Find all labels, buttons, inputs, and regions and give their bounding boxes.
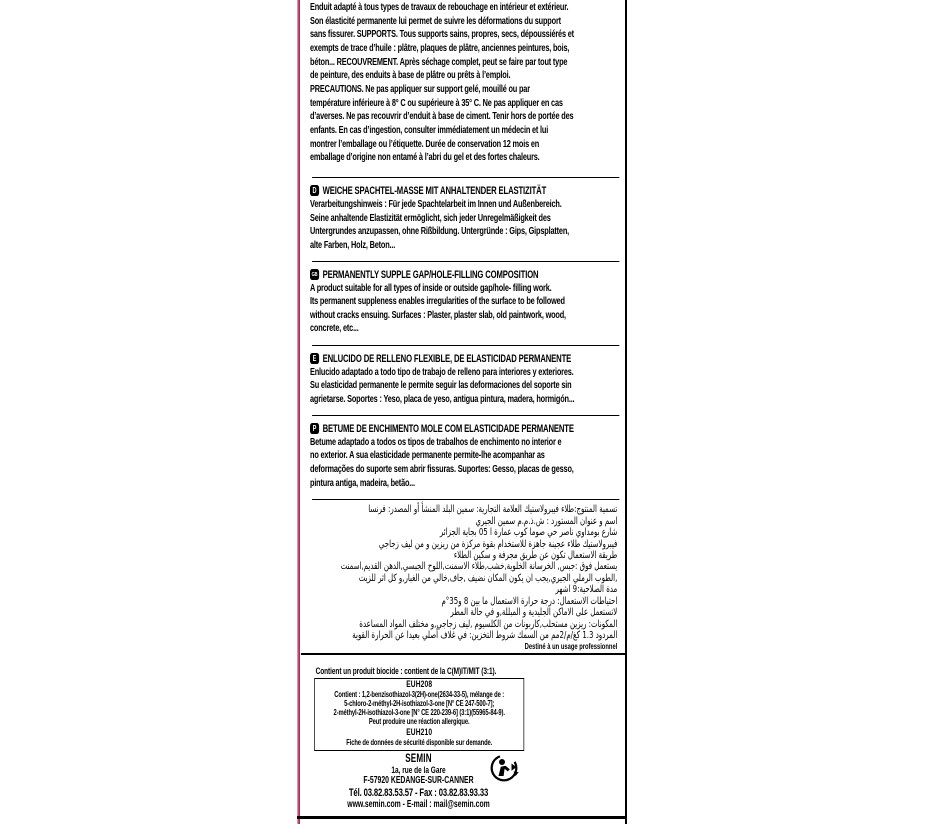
arabic-text-line: يستعمل فوق :جبس, الخرسانة الخلوية,خشب,طلاء الاسمنت,اللوح الجبسي,الدهن القديم,اسمنت <box>340 561 618 573</box>
euh208-body <box>317 690 521 727</box>
portuguese-text-line: Betume adaptado a todos os tipos de trabalhos de enchimento no interior e <box>310 435 562 448</box>
arabic-text-line: شارع بومداوي ناصر حي صوما كوب عمارة ا 05 بجاية الجزائر <box>439 527 618 539</box>
spanish-title-text: ENLUCIDO DE RELLENO FLEXIBLE, DE ELASTICIDAD PERMANENTE <box>322 352 572 365</box>
arabic-text-line: فيبرولاستيك طلاء عجينة جاهزة للاستخدام بقوة مركزة من ريزين و من ليف زجاجي <box>378 538 618 550</box>
arabic-text-line: لاتستعمل على الاماكن الجليدية و المبللة,و في حالة المطر <box>450 607 618 619</box>
section-title-portuguese <box>310 422 622 436</box>
section-portuguese <box>310 422 622 491</box>
french-text-line: montrer l’emballage ou l’étiquette. Durée de conservation 12 mois en <box>310 137 540 150</box>
arabic-text-line: احتياطات الاستعمال: درجة حرارة الاستعمال ما بين 8 و35°م <box>441 595 618 607</box>
phone-fax-line: Tél. 03.82.83.53.57 - Fax : 03.82.83.93.33 <box>348 786 489 799</box>
portuguese-text-line: no exterior. A sua elasticidade permanente permite-lhe acompanhar as <box>310 449 545 462</box>
french-text-line: exempts de trace d’huile : plâtre, plaques de plâtre, anciennes peintures, bois, <box>310 41 570 54</box>
portuguese-body <box>310 436 622 491</box>
french-text-line: PRECAUTIONS. Ne pas appliquer sur support gelé, mouillé ou par <box>310 82 530 95</box>
german-body <box>310 198 622 253</box>
section-english <box>310 268 622 337</box>
euh208-code: EUH208 <box>406 678 433 690</box>
french-text-line: béton... RECOUVREMENT. Après séchage complet, peut se faire par tout type <box>310 55 568 68</box>
country-badge-de-icon: D <box>310 185 319 196</box>
euh208-text-line: 5-chloro-2-méthyl-2H-isothiazol-3-one [N° CE 247-500-7]; <box>344 697 495 708</box>
product-label <box>297 0 627 824</box>
section-divider <box>312 177 619 178</box>
spanish-text-line: Enlucido adaptado a todo tipo de trabajo de relleno para interiores y exteriores. <box>310 365 574 378</box>
country-badge-pt-icon: P <box>310 423 319 434</box>
french-text-line: de peinture, des enduits à base de plâtre ou prêts à l’emploi. <box>310 69 511 82</box>
section-german <box>310 184 622 253</box>
spanish-text-line: agrietarse. Soportes : Yeso, placa de yeso, antigua pintura, madera, hormigón... <box>310 392 575 405</box>
english-text-line: without cracks ensuing. Surfaces : Plaster, plaster slab, old paintwork, wood, <box>310 308 566 321</box>
german-text-line: Untergrundes anzupassen, ohne Rißbildung. Untergründe : Gips, Gipsplatten, <box>310 225 570 238</box>
arabic-text-line: المردود 1.3 كغ/م/2مم من السمك شروط التخزين: في غلاف أصلي بعيدا عن الحرارة القوية <box>352 630 618 642</box>
english-text-line: concrete, etc... <box>310 322 359 335</box>
euh-hazard-box <box>314 678 524 751</box>
german-text-line: Verarbeitungshinweis : Für jede Spachtelarbeit im Innen und Außenbereich. <box>310 197 562 210</box>
label-bottom-border <box>297 816 627 819</box>
portuguese-title-text: BETUME DE ENCHIMENTO MOLE COM ELASTICIDADE PERMANENTE <box>322 422 574 435</box>
euh208-text-line: Peut produire une réaction allergique. <box>368 716 470 727</box>
arabic-text-line: تسمية المنتوج:طلاء فيبرولاستيك العلامة التجارية: سمين البلد المنشأ أو المصدر: فرنسا <box>368 504 618 516</box>
english-text-line: A product suitable for all types of inside or outside gap/hole- filling work. <box>310 281 552 294</box>
section-title-english <box>310 268 622 282</box>
country-badge-gb-icon: GB <box>310 269 319 280</box>
arabic-text-line: ,الطوب الرملي الجيري,يجب ان يكون المكان نضيف ,جاف,خالي من الغبار,و كل اثر للزيت <box>358 572 618 584</box>
company-name: SEMIN <box>405 752 432 765</box>
spanish-body <box>310 366 622 407</box>
country-badge-es-icon: E <box>310 353 319 364</box>
english-body <box>310 282 622 337</box>
french-text-line: enfants. En cas d’ingestion, consulter immédiatement un médecin et lui <box>310 123 549 136</box>
portuguese-text-line: pintura antiga, madeira, betão... <box>310 476 415 489</box>
address-line-2: F-57920 KEDANGE-SUR-CANNER <box>363 775 474 787</box>
euh208-text-line: Contient : 1,2-benzisothiazol-3(2H)-one(2634-33-5), mélange de : <box>334 688 505 699</box>
web-email-line: www.semin.com - E-mail : mail@semin.com <box>347 799 490 811</box>
label-right-border <box>625 0 627 824</box>
section-divider <box>312 415 619 416</box>
arabic-text-line: المكونات: ريزين مستحلب,كاربونات من الكلسيوم ,ليف زجاجي,و مختلف المواد المساعدة <box>359 618 618 630</box>
french-text-line: Son élasticité permanente lui permet de suivre les déformations du support <box>310 14 561 27</box>
label-content <box>310 0 622 811</box>
spanish-text-line: Su elasticidad permanente le permite seguir las deformaciones del soporte sin <box>310 379 572 392</box>
address-line-1: 1a, rue de la Gare <box>391 764 446 775</box>
french-text-line: d’averses. Ne pas recouvrir d’enduit à base de ciment. Tenir hors de portée des <box>310 110 574 123</box>
section-divider <box>312 261 619 262</box>
english-text-line: Its permanent suppleness enables irregularities of the surface to be followed <box>310 295 565 308</box>
biocide-statement: Contient un produit biocide : contient de la C(M)IT/MIT (3:1). <box>315 665 497 676</box>
german-text-line: Seine anhaltende Elastizität ermöglicht, sich jeder Unregelmäßigkeit des <box>310 211 551 224</box>
arabic-text-line: طريقة الاستعمال تكون عن طريق مجرفة و سكين الطلاء <box>453 550 618 562</box>
german-text-line: alte Farben, Holz, Beton... <box>310 238 396 251</box>
label-left-edge-stripe <box>297 0 300 824</box>
section-title-spanish <box>310 352 622 366</box>
french-text-line: Enduit adapté à tous types de travaux de rebouchage en intérieur et extérieur. <box>310 1 569 13</box>
section-divider-full <box>301 653 626 655</box>
section-divider <box>312 345 619 346</box>
euh210-code: EUH210 <box>406 727 433 739</box>
euh210-text-line: Fiche de données de sécurité disponible sur demande. <box>346 737 493 748</box>
french-text-line: sans fissurer. SUPPORTS. Tous supports sains, propres, secs, dépoussiérés et <box>310 28 574 41</box>
portuguese-text-line: deformações do suporte sem abrir fissuras. Suportes: Gesso, placas de gesso, <box>310 462 574 475</box>
triman-recycling-icon <box>490 752 522 784</box>
section-arabic <box>310 504 622 641</box>
english-title-text: PERMANENTLY SUPPLE GAP/HOLE-FILLING COMPOSITION <box>322 268 539 281</box>
section-spanish <box>310 352 622 407</box>
french-text-line: température inférieure à 8° C ou supérieure à 35° C. Ne pas appliquer en cas <box>310 96 563 109</box>
section-french <box>310 0 622 165</box>
french-text-line: emballage d’origine non entamé à l’abri du gel et des fortes chaleurs. <box>310 151 540 164</box>
arabic-text-line: مدة الصلاحية:9 اشهر <box>555 584 618 596</box>
arabic-text-line: اسم و عنوان المستورد : ش.ذ.م.م سمين الجيري <box>475 515 618 527</box>
german-title-text: WEICHE SPACHTEL-MASSE MIT ANHALTENDER ELASTIZITÄT <box>322 184 547 197</box>
euh208-text-line: 2-méthyl-2H-isothiazol-3-one [N° CE 220-239-6] (3:1)(55965-84-9). <box>333 707 505 718</box>
professional-use-note: Destiné à un usage professionnel <box>524 640 618 651</box>
section-divider <box>312 499 619 500</box>
section-title-german <box>310 184 622 198</box>
